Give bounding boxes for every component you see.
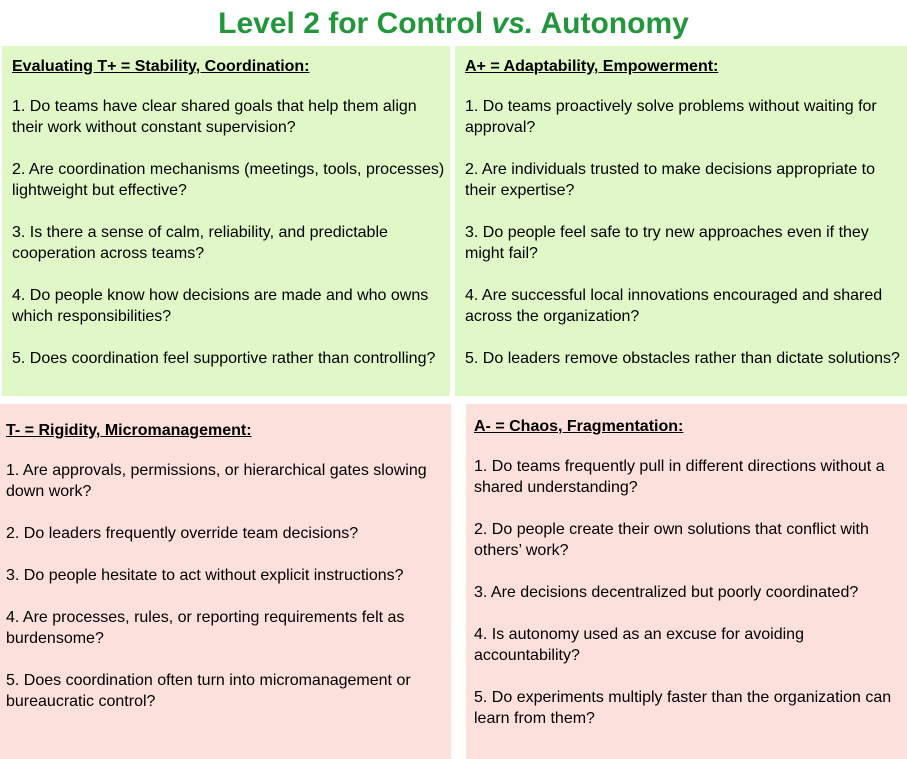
aplus-heading: A+ = Adaptability, Empowerment: (465, 58, 719, 75)
tminus-question-2: 2. Do leaders frequently override team decisions? (6, 525, 359, 542)
tplus-question-5: 5. Does coordination feel supportive rather than controlling? (12, 350, 436, 367)
aminus-question-3: 3. Are decisions decentralized but poorly coordinated? (474, 584, 859, 601)
title-part-2: vs. (491, 7, 534, 40)
aplus-question-4: 4. Are successful local innovations encouraged and shared across the organization? (465, 287, 883, 325)
aminus-question-4: 4. Is autonomy used as an excuse for avoiding accountability? (474, 626, 804, 664)
title-part-3: Autonomy (533, 7, 689, 40)
tplus-question-1: 1. Do teams have clear shared goals that help them align their work without constant supervision? (12, 98, 417, 136)
tminus-question-4: 4. Are processes, rules, or reporting requirements felt as burdensome? (6, 609, 405, 647)
aminus-question-5: 5. Do experiments multiply faster than the organization can learn from them? (474, 689, 892, 727)
tminus-question-5: 5. Does coordination often turn into micromanagement or bureaucratic control? (6, 672, 411, 710)
tminus-heading: T- = Rigidity, Micromanagement: (6, 422, 252, 439)
tplus-panel (2, 46, 450, 396)
tminus-question-1: 1. Are approvals, permissions, or hierarchical gates slowing down work? (6, 462, 427, 500)
aplus-panel (455, 46, 907, 396)
aminus-panel (466, 404, 907, 759)
aminus-question-1: 1. Do teams frequently pull in different directions without a shared understanding? (474, 458, 885, 496)
tplus-question-3: 3. Is there a sense of calm, reliability, and predictable cooperation across teams? (12, 224, 388, 262)
tplus-heading: Evaluating T+ = Stability, Coordination: (12, 58, 310, 75)
tplus-question-4: 4. Do people know how decisions are made and who owns which responsibilities? (12, 287, 429, 325)
tminus-question-3: 3. Do people hesitate to act without explicit instructions? (6, 567, 404, 584)
aplus-question-2: 2. Are individuals trusted to make decisions appropriate to their expertise? (465, 161, 876, 199)
aplus-question-1: 1. Do teams proactively solve problems without waiting for approval? (465, 98, 877, 136)
title-part-1: Level 2 for Control (218, 7, 492, 40)
tminus-panel (0, 404, 451, 759)
aminus-question-2: 2. Do people create their own solutions that conflict with others’ work? (474, 521, 869, 559)
page-title (0, 4, 907, 44)
aminus-heading: A- = Chaos, Fragmentation: (474, 418, 684, 435)
tplus-question-2: 2. Are coordination mechanisms (meetings, tools, processes) lightweight but effective? (12, 161, 445, 199)
aplus-question-5: 5. Do leaders remove obstacles rather than dictate solutions? (465, 350, 900, 367)
aplus-question-3: 3. Do people feel safe to try new approaches even if they might fail? (465, 224, 869, 262)
